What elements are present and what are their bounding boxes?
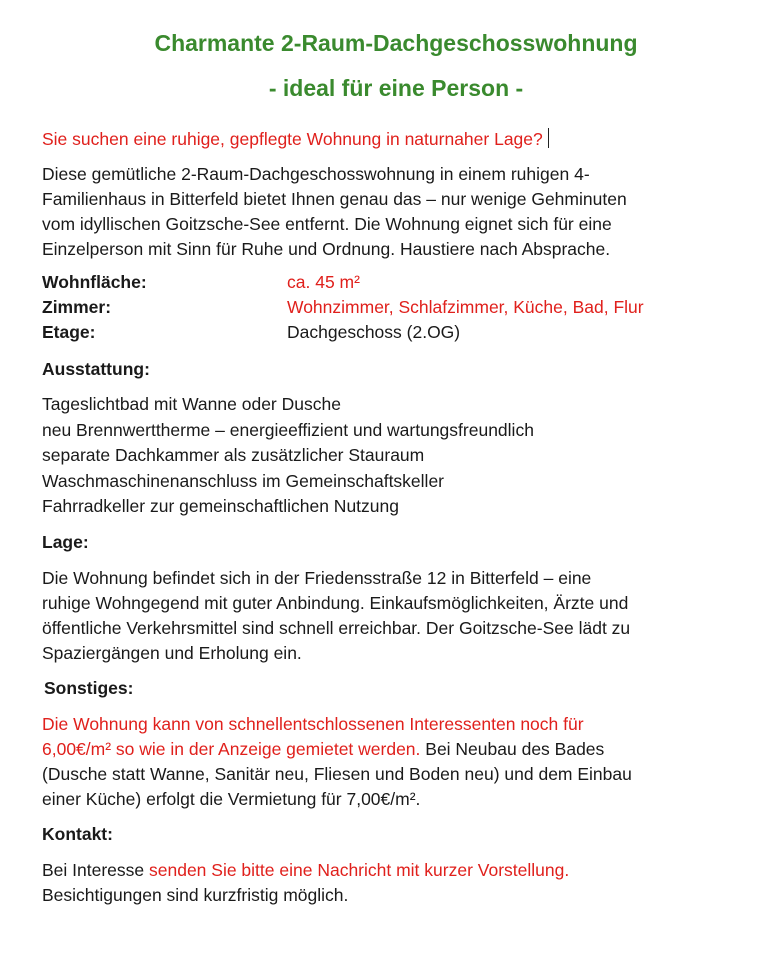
fact-row-etage (42, 320, 750, 345)
sonstiges-line-mixed (42, 737, 750, 762)
fact-value: ca. 45 m² (287, 272, 360, 292)
kontakt-paragraph (42, 858, 750, 908)
sonstiges-line: (Dusche statt Wanne, Sanitär neu, Fliesen und Boden neu) und dem Einbau (42, 763, 632, 784)
list-item: neu Brennwerttherme – energieeffizient und wartungsfreundlich (42, 419, 534, 440)
fact-value: Dachgeschoss (2.OG) (287, 322, 461, 342)
fact-row-wohnflaeche (42, 270, 750, 295)
section-heading-ausstattung: Ausstattung: (42, 359, 150, 379)
sonstiges-red-text: 6,00€/m² so wie in der Anzeige gemietet werden. (42, 738, 421, 759)
sonstiges-paragraph (42, 712, 750, 812)
intro-question-text: Sie suchen eine ruhige, gepflegte Wohnung in naturnaher Lage? (42, 129, 543, 149)
fact-label: Zimmer: (42, 297, 112, 317)
text-cursor (548, 128, 549, 148)
fact-label: Wohnfläche: (42, 272, 147, 292)
lage-line: öffentliche Verkehrsmittel sind schnell erreichbar. Der Goitzsche-See lädt zu (42, 617, 631, 638)
ausstattung-list (42, 392, 750, 520)
document-title: Charmante 2-Raum-Dachgeschosswohnung (154, 30, 638, 56)
fact-row-zimmer (42, 295, 750, 320)
intro-line: vom idyllischen Goitzsche-See entfernt. Die Wohnung eignet sich für eine (42, 214, 612, 234)
document-subtitle: - ideal für eine Person - (268, 75, 524, 101)
section-heading-sonstiges: Sonstiges: (44, 677, 134, 698)
kontakt-red-text: senden Sie bitte eine Nachricht mit kurzer Vorstellung. (149, 859, 570, 880)
lage-line: Spaziergängen und Erholung ein. (42, 642, 302, 663)
intro-line: Familienhaus in Bitterfeld bietet Ihnen genau das – nur wenige Gehminuten (42, 189, 627, 209)
list-item: separate Dachkammer als zusätzlicher Stauraum (42, 445, 425, 465)
kontakt-line: Besichtigungen sind kurzfristig möglich. (42, 884, 349, 905)
sonstiges-black-text: Bei Neubau des Bades (420, 738, 605, 759)
list-item: Tageslichtbad mit Wanne oder Dusche (42, 394, 341, 414)
intro-line: Diese gemütliche 2-Raum-Dachgeschosswohnung in einem ruhigen 4- (42, 164, 590, 184)
kontakt-line-mixed (42, 858, 750, 883)
sonstiges-line: Die Wohnung kann von schnellentschlossenen Interessenten noch für (42, 713, 584, 734)
lage-line: ruhige Wohngegend mit guter Anbindung. Einkaufsmöglichkeiten, Ärzte und (42, 592, 629, 613)
fact-value: Wohnzimmer, Schlafzimmer, Küche, Bad, Flur (287, 297, 644, 317)
fact-label: Etage: (42, 322, 96, 342)
list-item: Fahrradkeller zur gemeinschaftlichen Nutzung (42, 496, 399, 516)
intro-question (42, 127, 750, 152)
intro-paragraph (42, 162, 750, 262)
section-heading-kontakt: Kontakt: (42, 823, 113, 844)
list-item: Waschmaschinenanschluss im Gemeinschaftskeller (42, 470, 445, 491)
lage-paragraph (42, 566, 750, 666)
lage-line: Die Wohnung befindet sich in der Friedensstraße 12 in Bitterfeld – eine (42, 567, 592, 588)
sonstiges-line: einer Küche) erfolgt die Vermietung für 7,00€/m². (42, 788, 421, 809)
facts-table (42, 270, 750, 345)
section-heading-lage: Lage: (42, 531, 89, 552)
intro-line: Einzelperson mit Sinn für Ruhe und Ordnung. Haustiere nach Absprache. (42, 239, 611, 259)
kontakt-black-text: Bei Interesse (42, 859, 149, 880)
